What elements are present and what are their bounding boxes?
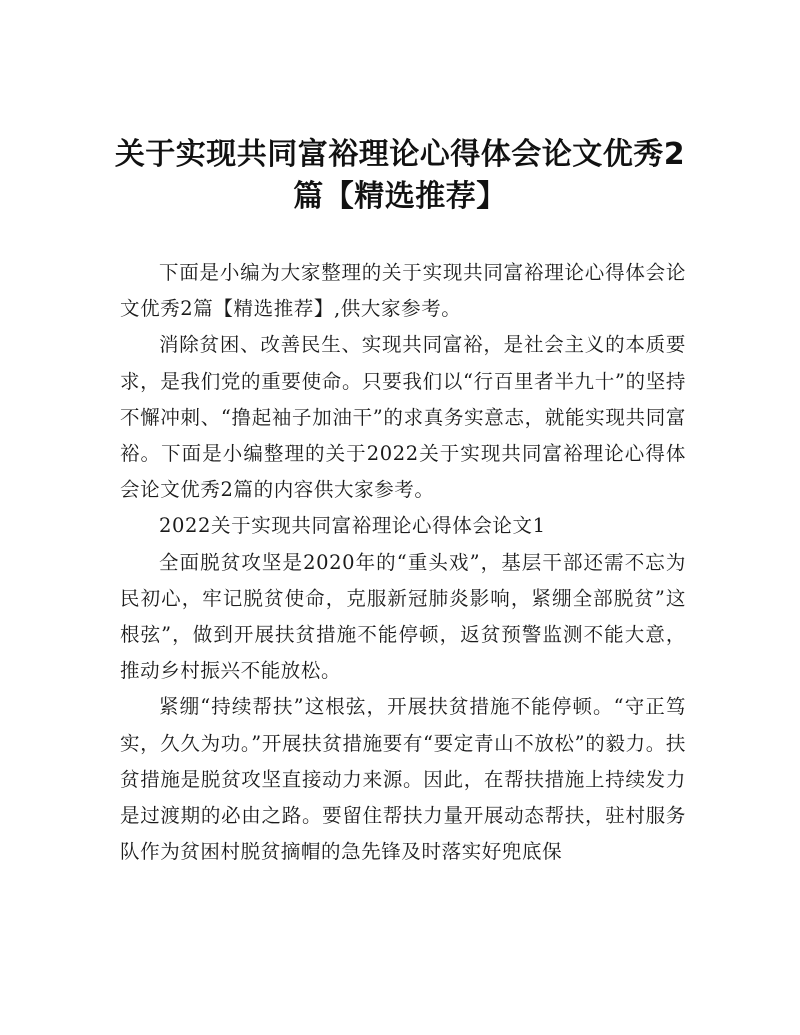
document-body [120,255,686,870]
title-line-1: 关于实现共同富裕理论心得体会论文优秀2 [114,137,686,172]
intro-paragraph: 下面是小编为大家整理的关于实现共同富裕理论心得体会论文优秀2篇【精选推荐】,供大家参考。 [120,261,686,321]
section-heading: 2022关于实现共同富裕理论心得体会论文1 [159,514,546,538]
body-paragraph: 全面脱贫攻坚是2020年的“重头戏”，基层干部还需不忘为民初心，牢记脱贫使命，克服新冠肺炎影响，紧绷全部脱贫”这根弦”，做到开展扶贫措施不能停顿，返贫预警监测不能大意，推动乡村振兴不能放松。 [120,550,686,683]
body-paragraph: 紧绷“持续帮扶”这根弦，开展扶贫措施不能停顿。“守正笃实，久久为功。”开展扶贫措施要有“要定青山不放松”的毅力。扶贫措施是脱贫攻坚直接动力来源。因此，在帮扶措施上持续发力是过渡期的必由之路。要留住帮扶力量开展动态帮扶，驻村服务队作为贫困村脱贫摘帽的急先锋及时落实好兜底保 [120,695,686,864]
title-line-2: 篇【精选推荐】 [293,179,507,214]
document-title [95,134,705,218]
context-paragraph: 消除贫困、改善民生、实现共同富裕，是社会主义的本质要求，是我们党的重要使命。只要我们以“行百里者半九十”的坚持不懈冲刺、“撸起袖子加油干”的求真务实意志，就能实现共同富裕。下面是小编整理的关于2022关于实现共同富裕理论心得体会论文优秀2篇的内容供大家参考。 [120,333,686,502]
